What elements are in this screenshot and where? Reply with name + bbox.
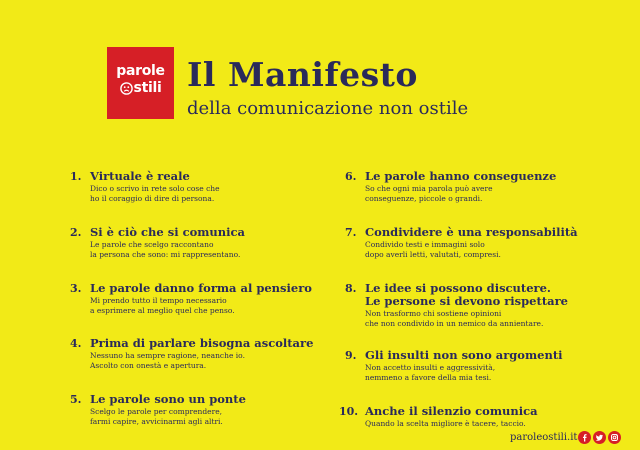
item-body-line: Non trasformo chi sostiene opinioni xyxy=(365,309,502,318)
item-body-line: Scelgo le parole per comprendere, xyxy=(90,407,223,416)
item-body xyxy=(90,351,340,370)
item-body-line: la persona che sono: mi rappresentano. xyxy=(90,249,241,259)
manifesto-item-3 xyxy=(70,282,340,315)
manifesto-item-9 xyxy=(345,349,615,382)
item-body-line: Nessuno ha sempre ragione, neanche io. xyxy=(90,351,245,360)
item-heading: Prima di parlare bisogna ascoltare xyxy=(90,336,314,350)
item-body-line: Ascolto con onestà e apertura. xyxy=(90,360,207,370)
item-number: 4. xyxy=(70,337,82,350)
item-number: 8. xyxy=(345,282,357,295)
item-body-line: a esprimere al meglio quel che penso. xyxy=(90,305,235,315)
instagram-icon[interactable] xyxy=(608,431,621,444)
manifesto-item-7 xyxy=(345,226,615,259)
manifesto-item-6 xyxy=(345,170,615,203)
manifesto-item-4 xyxy=(70,337,340,370)
item-body xyxy=(90,184,340,203)
item-number: 10. xyxy=(339,405,359,418)
item-body xyxy=(90,407,340,426)
manifesto-item-10 xyxy=(339,405,609,429)
item-heading: Virtuale è reale xyxy=(90,169,190,183)
item-body-line: nemmeno a favore della mia tesi. xyxy=(365,372,492,382)
item-heading: Si è ciò che si comunica xyxy=(90,225,245,239)
item-body xyxy=(365,419,609,429)
website-link[interactable]: paroleostili.it xyxy=(510,432,578,443)
logo-word-stili: stili xyxy=(133,80,162,96)
item-number: 9. xyxy=(345,349,357,362)
item-body-line: Mi prendo tutto il tempo necessario xyxy=(90,296,227,305)
item-body xyxy=(90,240,340,259)
brand-logo xyxy=(107,47,174,119)
item-number: 6. xyxy=(345,170,357,183)
item-body-line: Quando la scelta migliore è tacere, taccio. xyxy=(365,419,526,428)
item-body-line: farmi capire, avvicinarmi agli altri. xyxy=(90,416,223,426)
item-heading: Le parole sono un ponte xyxy=(90,392,246,406)
item-body-line: Dico o scrivo in rete solo cose che xyxy=(90,184,220,193)
item-body-line: dopo averli letti, valutati, compresi. xyxy=(365,249,501,259)
item-body-line: Condivido testi e immagini solo xyxy=(365,240,485,249)
item-number: 5. xyxy=(70,393,82,406)
item-body xyxy=(365,240,615,259)
sad-face-icon xyxy=(120,82,133,95)
item-heading: Anche il silenzio comunica xyxy=(365,404,538,418)
item-number: 2. xyxy=(70,226,82,239)
item-body xyxy=(365,363,615,382)
item-body xyxy=(365,309,615,328)
facebook-icon[interactable] xyxy=(578,431,591,444)
page-title: Il Manifesto xyxy=(187,55,418,94)
logo-line2 xyxy=(107,80,174,97)
item-heading: Le idee si possono discutere. xyxy=(365,281,551,295)
page-subtitle: della comunicazione non ostile xyxy=(187,98,469,119)
manifesto-item-5 xyxy=(70,393,340,426)
item-heading: Le parole danno forma al pensiero xyxy=(90,281,312,295)
item-body-line: che non condivido in un nemico da annientare. xyxy=(365,318,544,328)
item-number: 1. xyxy=(70,170,82,183)
item-body xyxy=(90,296,340,315)
item-body xyxy=(365,184,615,203)
logo-word-parole: parole xyxy=(116,63,165,79)
manifesto-item-8 xyxy=(345,282,615,328)
manifesto-item-2 xyxy=(70,226,340,259)
item-body-line: Le parole che scelgo raccontano xyxy=(90,240,214,249)
item-heading: Gli insulti non sono argomenti xyxy=(365,348,563,362)
item-body-line: Non accetto insulti e aggressività, xyxy=(365,363,496,372)
item-body-line: ho il coraggio di dire di persona. xyxy=(90,193,215,203)
item-number: 7. xyxy=(345,226,357,239)
item-number: 3. xyxy=(70,282,82,295)
item-heading: Condividere è una responsabilità xyxy=(365,225,578,239)
manifesto-item-1 xyxy=(70,170,340,203)
twitter-icon[interactable] xyxy=(593,431,606,444)
item-heading: Le parole hanno conseguenze xyxy=(365,169,557,183)
item-body-line: So che ogni mia parola può avere xyxy=(365,184,493,193)
item-heading-second-line: Le persone si devono rispettare xyxy=(365,294,568,308)
item-body-line: conseguenze, piccole o grandi. xyxy=(365,193,483,203)
